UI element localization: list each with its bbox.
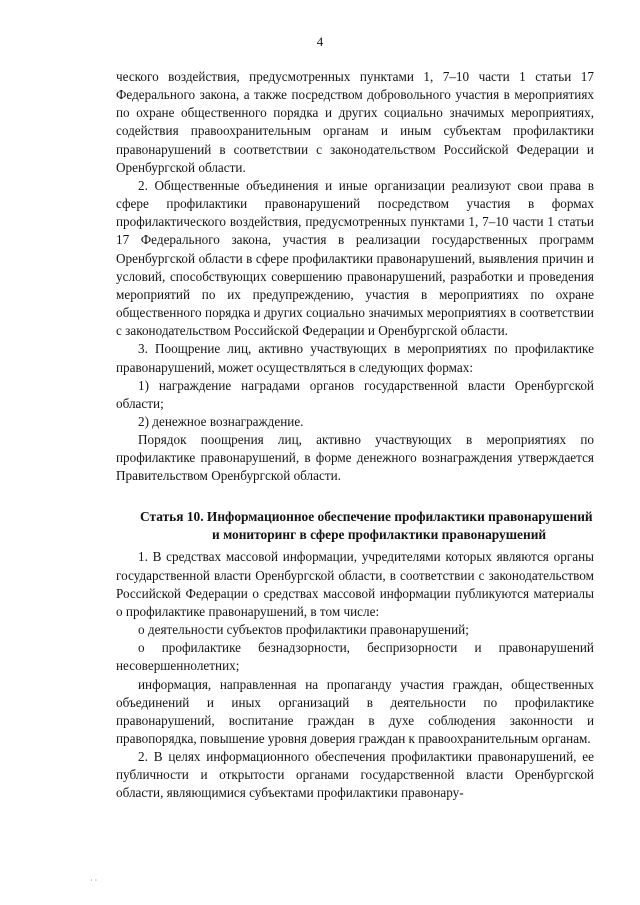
paragraph: ческого воздействия, предусмотренных пунктами 1, 7–10 части 1 статьи 17 Федерального закона, а также посредством добровольного участия в мероприятиях по охране общественного порядка и других социально значимых мероприятиях, содействия правоохранительным органам и иным субъектам профилактики правонарушений в соответствии с законодательством Российской Федерации и Оренбургской области. xyxy=(116,69,594,175)
scan-artifact: · · xyxy=(90,876,98,885)
list-item: 1) награждение наградами органов государственной власти Оренбургской области; xyxy=(116,377,594,411)
document-body xyxy=(116,68,594,803)
paragraph: 3. Поощрение лиц, активно участвующих в мероприятиях по профилактике правонарушений, может осуществляться в следующих формах: xyxy=(116,341,594,375)
list-item: информация, направленная на пропаганду участия граждан, общественных объединений и иных организаций в деятельности по профилактике правонарушений, воспитание граждан в духе соблюдения законности и правопорядка, повышение уровня доверия граждан к правоохранительным органам. xyxy=(116,676,594,746)
paragraph: Порядок поощрения лиц, активно участвующих в мероприятиях по профилактике правонарушений, в форме денежного вознаграждения утверждается Правительством Оренбургской области. xyxy=(116,432,594,484)
page-number: 4 xyxy=(316,34,324,49)
paragraph: 2. Общественные объединения и иные организации реализуют свои права в сфере профилактики правонарушений посредством участия в формах профилактического воздействия, предусмотренных пунктами 1, 7–10 части 1 статьи 17 Федерального закона, участия в реализации государственных программ Оренбургской области в сфере профилактики правонарушений, выявления причин и условий, способствующих совершению правонарушений, разработки и проведения мероприятий по их предупреждению, участия в мероприятиях по охране общественного порядка и других социально значимых мероприятиях в соответствии с законодательством Российской Федерации и Оренбургской области. xyxy=(116,177,594,339)
paragraph: 2. В целях информационного обеспечения профилактики правонарушений, ее публичности и открытости органами государственной власти Оренбургской области, являющимися субъектами профилактики правонару- xyxy=(116,749,594,801)
article-heading: Статья 10. Информационное обеспечение профилактики правонарушений и мониторинг в сфере профилактики правонарушений xyxy=(140,508,593,542)
paragraph: 1. В средствах массовой информации, учредителями которых являются органы государственной власти Оренбургской области, в соответствии с законодательством Российской Федерации о средствах массовой информации публикуются материалы о профилактике правонарушений, в том числе: xyxy=(116,549,594,619)
list-item: о деятельности субъектов профилактики правонарушений; xyxy=(138,622,469,638)
list-item: 2) денежное вознаграждение. xyxy=(138,413,304,429)
list-item: о профилактике безнадзорности, беспризорности и правонарушений несовершеннолетних; xyxy=(116,640,594,674)
